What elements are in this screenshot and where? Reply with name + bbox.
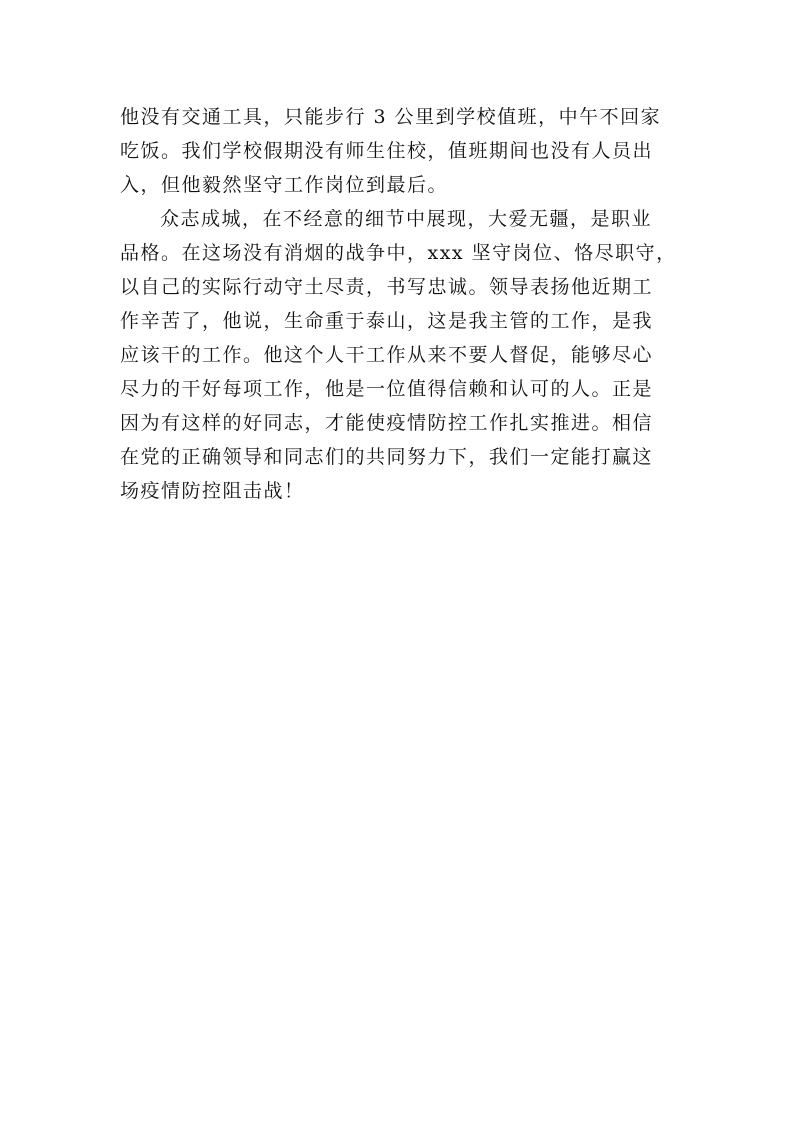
- text-line: 应该干的工作。他这个人干工作从来不要人督促，能够尽心: [120, 344, 654, 366]
- text-line: 在党的正确领导和同志们的共同努力下，我们一定能打赢这: [120, 446, 654, 468]
- text-line: 尽力的干好每项工作，他是一位值得信赖和认可的人。正是: [120, 378, 654, 400]
- text-line: 因为有这样的好同志，才能使疫情防控工作扎实推进。相信: [120, 412, 654, 434]
- text-line: 场疫情防控阻击战！: [120, 480, 305, 502]
- paragraph: [120, 100, 682, 202]
- document-body: [120, 100, 682, 508]
- text-line: 以自己的实际行动守土尽责，书写忠诚。领导表扬他近期工: [120, 276, 654, 298]
- text-line: 品格。在这场没有消烟的战争中，xxx 坚守岗位、恪尽职守，: [120, 242, 677, 264]
- text-line: 众志成城，在不经意的细节中展现，大爱无疆，是职业: [160, 208, 653, 230]
- text-line: 他没有交通工具，只能步行 3 公里到学校值班，中午不回家: [120, 106, 662, 128]
- text-line: 作辛苦了，他说，生命重于泰山，这是我主管的工作，是我: [120, 310, 654, 332]
- text-line: 入，但他毅然坚守工作岗位到最后。: [120, 174, 449, 196]
- paragraph: [120, 202, 682, 508]
- text-line: 吃饭。我们学校假期没有师生住校，值班期间也没有人员出: [120, 140, 654, 162]
